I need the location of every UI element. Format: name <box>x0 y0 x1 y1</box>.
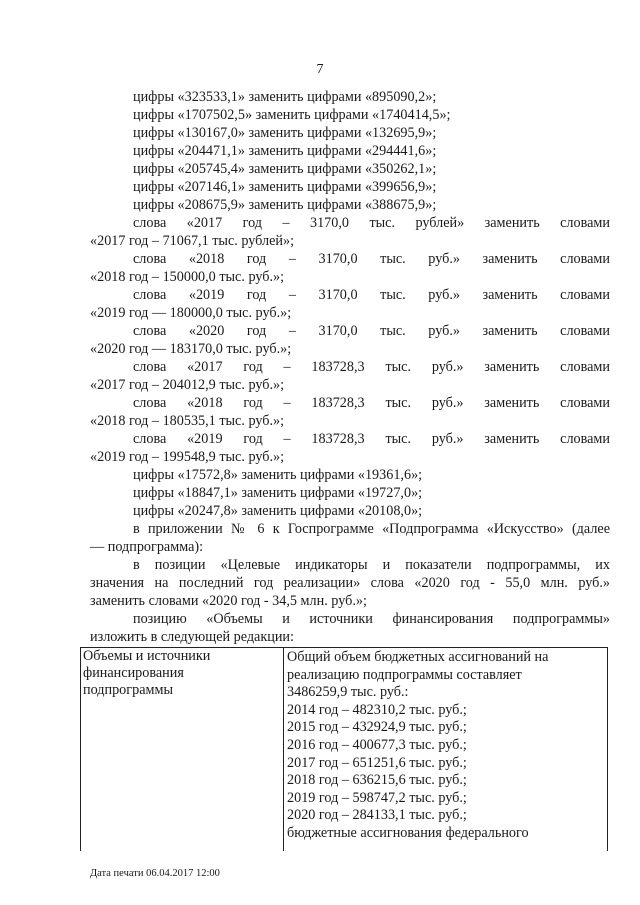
page-number: 7 <box>316 62 324 77</box>
text-line: цифры «1707502,5» заменить цифрами «1740414,5»; <box>133 107 451 123</box>
cell-line: бюджетные ассигнования федерального <box>287 824 529 841</box>
text-line: «2020 год — 183170,0 тыс. руб.»; <box>90 341 292 357</box>
text-line: значения на последний год реализации» слова «2020 год - 55,0 млн. руб.» <box>90 575 610 591</box>
text-line: «2019 год — 180000,0 тыс. руб.»; <box>90 305 292 321</box>
text-line: цифры «207146,1» заменить цифрами «399656,9»; <box>133 179 437 195</box>
text-line: цифры «204471,1» заменить цифрами «294441,6»; <box>133 143 437 159</box>
cell-line: Общий объем бюджетных ассигнований на <box>287 649 549 665</box>
text-line: позицию «Объемы и источники финансирования подпрограммы» <box>133 611 610 627</box>
text-line: цифры «208675,9» заменить цифрами «388675,9»; <box>133 197 437 213</box>
text-line: цифры «17572,8» заменить цифрами «19361,6»; <box>133 467 423 483</box>
table-cell-label <box>83 648 279 699</box>
text-line: изложить в следующей редакции: <box>90 629 294 645</box>
funding-table <box>80 647 608 851</box>
cell-line: 2017 год – 651251,6 тыс. руб.; <box>287 754 467 771</box>
text-line: слова «2019 год – 3170,0 тыс. руб.» заменить словами <box>133 287 610 303</box>
cell-line: 2020 год – 284133,1 тыс. руб.; <box>287 807 467 824</box>
text-line: «2018 год – 180535,1 тыс. руб.»; <box>90 413 285 429</box>
text-line: слова «2017 год – 183728,3 тыс. руб.» заменить словами <box>133 359 610 375</box>
table-cell-value <box>287 649 603 843</box>
cell-line: реализацию подпрограммы составляет <box>287 666 522 683</box>
text-line: «2019 год – 199548,9 тыс. руб.»; <box>90 449 285 465</box>
text-line: в приложении № 6 к Госпрограмме «Подпрограмма «Искусство» (далее <box>133 521 610 537</box>
text-line: цифры «18847,1» заменить цифрами «19727,0»; <box>133 485 423 501</box>
table-divider <box>283 648 284 851</box>
cell-line: Объемы и источники <box>83 648 211 664</box>
print-date-footer: Дата печати 06.04.2017 12:00 <box>90 868 220 879</box>
text-line: цифры «130167,0» заменить цифрами «132695,9»; <box>133 125 437 141</box>
cell-line: 2018 год – 636215,6 тыс. руб.; <box>287 772 467 789</box>
cell-line: 2016 год – 400677,3 тыс. руб.; <box>287 736 467 753</box>
text-line: слова «2019 год – 183728,3 тыс. руб.» заменить словами <box>133 431 610 447</box>
text-line: слова «2018 год – 3170,0 тыс. руб.» заменить словами <box>133 251 610 267</box>
text-line: в позиции «Целевые индикаторы и показатели подпрограммы, их <box>133 557 610 573</box>
text-line: слова «2017 год – 3170,0 тыс. рублей» заменить словами <box>133 215 610 231</box>
text-line: «2017 год – 204012,9 тыс. руб.»; <box>90 377 285 393</box>
text-line: цифры «205745,4» заменить цифрами «350262,1»; <box>133 161 437 177</box>
cell-line: 2019 год – 598747,2 тыс. руб.; <box>287 789 467 806</box>
cell-line: финансирования <box>83 665 184 681</box>
text-line: — подпрограмма): <box>90 539 204 555</box>
cell-line: подпрограммы <box>83 682 173 698</box>
text-line: слова «2020 год – 3170,0 тыс. руб.» заменить словами <box>133 323 610 339</box>
cell-line: 2015 год – 432924,9 тыс. руб.; <box>287 719 467 736</box>
text-line: «2018 год – 150000,0 тыс. руб.»; <box>90 269 285 285</box>
text-line: заменить словами «2020 год - 34,5 млн. руб.»; <box>90 593 367 609</box>
text-line: слова «2018 год – 183728,3 тыс. руб.» заменить словами <box>133 395 610 411</box>
text-line: цифры «20247,8» заменить цифрами «20108,0»; <box>133 503 423 519</box>
cell-line: 2014 год – 482310,2 тыс. руб.; <box>287 701 467 718</box>
text-line: «2017 год – 71067,1 тыс. рублей»; <box>90 233 295 249</box>
cell-line: 3486259,9 тыс. руб.: <box>287 684 409 701</box>
text-line: цифры «323533,1» заменить цифрами «895090,2»; <box>133 89 437 105</box>
